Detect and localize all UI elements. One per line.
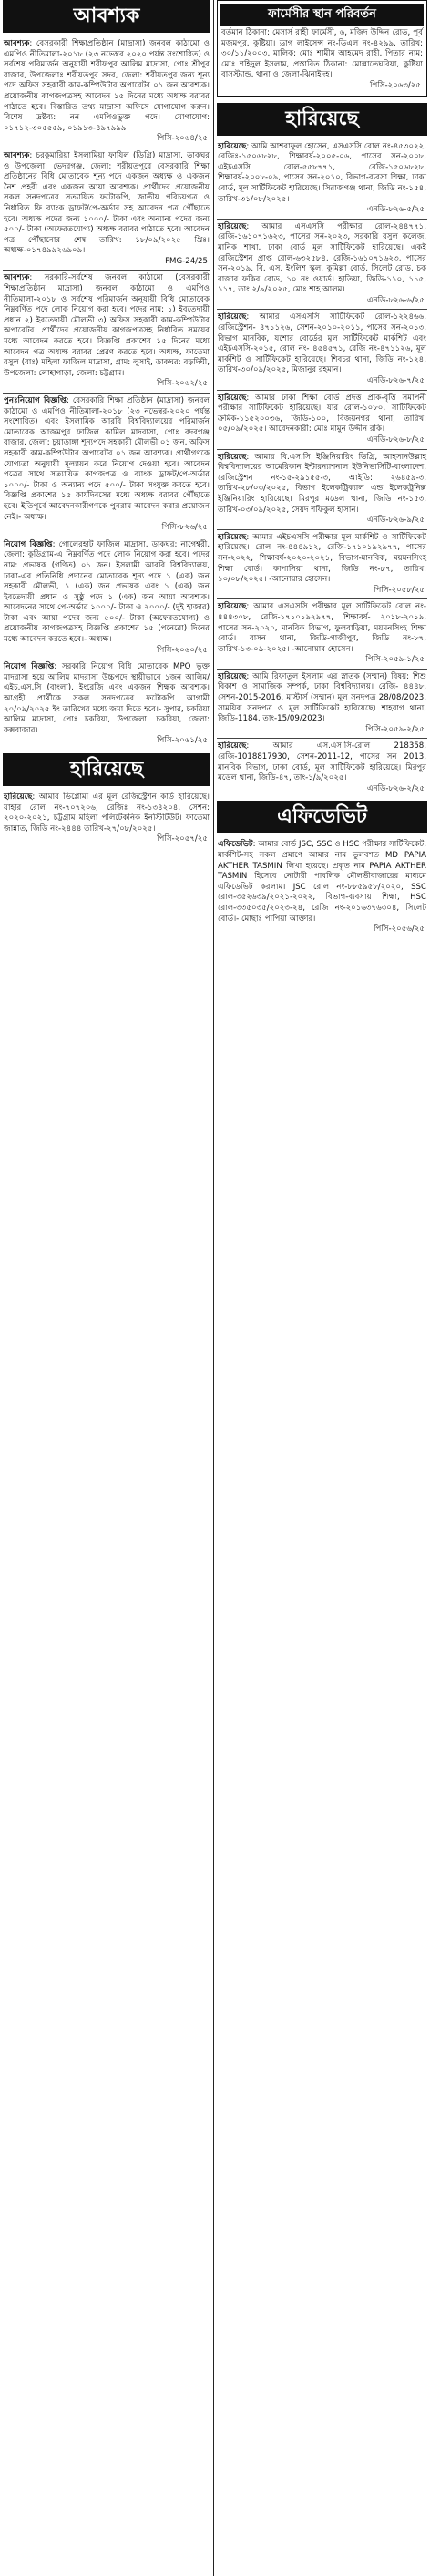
ad-reference: পিসি-২০৫৬/২৫ (374, 925, 425, 935)
ad-lead: আবশ্যক (4, 150, 30, 160)
classified-ad (217, 602, 427, 670)
ad-lead: আবশ্যক (4, 39, 30, 48)
classified-ad (3, 273, 210, 394)
classified-ad (217, 840, 427, 935)
ad-lead: হারিয়েছে (218, 312, 247, 322)
lost-ads-list-left (3, 792, 210, 845)
ad-text: : গোলেরহাট ফাজিল মাদ্রাসা, ডাকঘর: নাগেশ্বরী, জেলা: কুড়িগ্রাম-এ নিম্নবর্ণিত পদে লোক নিয়োগ করা হবে। পদের নাম: প্রভাষক (গণিত) ০১ জন। ইসলামী আরবি বিশ্ববিদ্যালয়, ঢাকা-এর প্রতিনিধি প্রদানের মোতাবেক শূন্য পদে ১ (এক) জন সহকারী মৌলভী, ১ (এক) জন প্রভাষক এবং ১ (এক) জন ইবতেদায়ী প্রধান ও সুষ্ঠু পদে ১ (এক) জন আয়া আবশ্যক। আবেদনের সাথে পে-অর্ডার ১০০০/- টাকা ও ২০০০/- (দুই হাজার) টাকা এবং আয়া পদের জন্য ৫০০/- টাকা (অফেরতযোগ্য) ও প্রয়োজনীয় কাগজপত্রসহ বিজ্ঞপ্তি প্রকাশের ১৫ (পনেরো) দিনের মধ্যে আবেদন করতে হবে।- অধ্যক্ষ। (4, 539, 212, 645)
lost-ads-list-right (217, 142, 427, 795)
affidavit-ads-list (217, 840, 427, 935)
ad-body (3, 540, 210, 646)
classified-ad (3, 662, 210, 747)
classified-ad (217, 142, 427, 220)
ad-body (3, 396, 210, 523)
classified-ad (217, 453, 427, 530)
ad-separator (217, 309, 427, 310)
classified-ad (217, 741, 427, 794)
ad-body (217, 142, 427, 206)
ad-reference: পিসি-২০৬১/২৫ (157, 736, 208, 746)
classified-ad (217, 312, 427, 390)
classified-ad (217, 394, 427, 450)
ad-separator (217, 449, 427, 450)
ad-body (217, 312, 427, 376)
ad-separator (217, 598, 427, 599)
pharmacy-relocation-title: ফার্মেসীর স্থান পরিবর্তন (220, 4, 424, 26)
ad-body (217, 672, 427, 725)
ad-body (3, 39, 210, 134)
ad-text: : চরকুমারিয়া ইসলামিয়া ফাযিল (ডিগ্রি) মাদ্রাসা, ডাকঘর ও উপজেলা: ভেদরগঞ্জ, জেলা: শরীয়তপুরে বেসরকারি শিক্ষা প্রতিষ্ঠানের বিধি মোতাবেক শূন্য পদে একজন অধ্যক্ষ ও একজন নৈশ প্রহরী এবং একজন আয়া আবশ্যক। প্রার্থীদের প্রয়োজনীয় সকল সনদপত্রের সত্যায়িত ফটোকপি, জাতীয় পরিচয়পত্র ও নির্ধারিত ফি ব্যাংক ড্রাফট/পে-অর্ডার সহ আবেদন পত্র পৌঁছাতে হবে। অধ্যক্ষ পদের জন্য ১০০০/- টাকা এবং অন্যান্য পদের জন্য ৫০০/- টাকা (অফেরতযোগ্য) অধ্যক্ষ বরাবর পাঠাতে হবে। আবেদন পত্র পৌঁছানোর শেষ তারিখ: ১৮/০৯/২০২৫ খ্রিঃ। অধ্যক্ষ-০১৭৪৯৯২৬৯০৯। (4, 150, 212, 256)
ad-reference: পিসি-২০৫৭/২৫ (157, 834, 208, 844)
ad-text: : আমার ঢাকা শিক্ষা বোর্ড প্রদত্ত প্রাক-বৃত্তি সমাপনী পরীক্ষার সার্টিফিকেট হারিয়েছে। যার রোল-১০৮০, সার্টিফিকেট ক্রমিক-১১৫২০০৩৬, জিডি-১০০, বিজয়নগর থানা, তারিখ: ০৫/০৯/২০২৫। আবেদনকারী: মোঃ মামুন উদ্দীন রকি। (218, 393, 429, 434)
ad-body (217, 453, 427, 516)
ad-text: : আমার এসএসসি পরীক্ষার মূল সার্টিফিকেট রোল নং- ৪৪৪৩০৮, রেজি-১৭১০১৯২৯৭৭, শিক্ষাবর্ষ- ২০১৮-২০১৯, পাসের সন-২০২০, মানবিক বিভাগ, ফুলবাড়িয়া, ময়মনসিংহ শিক্ষা বোর্ড। বাসন থানা, জিডি-গাজীপুর, জিডি নং-৮৭, তারিখ-১৩-০৯-২০২৫। -আনোয়ার হোসেন। (218, 602, 429, 654)
ad-body (3, 792, 210, 834)
ad-text: : আমি রিফাতুল ইসলাম এর স্নাতক (সম্মান) বিষয়: শিশু বিকাশ ও সামাজিক সম্পর্ক, ঢাকা বিশ্ববিদ্যালয়। রেজি- ৪৪৪৮, সেশন-2015-2016, মাস্টার্স (সম্মান) মূল সনদপত্র 28/08/2023, সাময়িক সনদপত্র ও মূল সার্টিফিকেট হারিয়েছে। শাহবাগ থানা, জিডি-1184, তাং-15/09/2023। (218, 671, 429, 724)
classified-ad (217, 533, 427, 600)
ad-text: : আমার বি.এস.সি ইঞ্জিনিয়ারিং ডিগ্রি, আহসানউল্লাহ বিশ্ববিদ্যালয়ের আমেরিকান ইন্টারন্যাশনাল ইউনিভার্সিটি-বাংলাদেশ, রেজিস্ট্রেশন নং-১৫-২৯১৫৫-৩, আইডি: ২৬৪৫৯-৩, তারিখ-২৮/০৩/২০২৫, বিভাগ ইলেকট্রিক্যাল এন্ড ইলেকট্রনিক্স ইঞ্জিনিয়ারিং হারিয়েছে। মিরপুর মডেল থানা, জিডি নং-১৫৩, তারিখ-০৩/০৯/২০২৫, সৈয়দ শফিকুল হাসান। (218, 452, 429, 515)
ad-separator (217, 529, 427, 530)
ad-lead: হারিয়েছে (4, 792, 33, 802)
section-header-wanted: আবশ্যক (3, 0, 210, 33)
section-header-lost-right: হারিয়েছে (217, 103, 427, 136)
ad-text: : বেসরকারী শিক্ষাপ্রতিষ্ঠান (মাদ্রাসা) জনবল কাঠামো ও এমপিও নীতিমালা-২০১৮ (২৩ নভেম্বর ২০২০ পর্যন্ত সংশোধিত) ও সর্বশেষ পরিমার্জন অনুযায়ী শরীফপুর আলিম মাদ্রাসা, পোঃ শ্রীপুর বাজার, উপজেলাঃ শরীয়তপুর সদর, জেলা: শরীয়তপুর জন্য শূন্য পদে অফিস সহকারী কাম-কম্পিউটার অপারেটর ০১ জন আবশ্যক। প্রয়োজনীয় কাগজপত্রসহ আবেদন ১৫ দিনের মধ্যে অধ্যক্ষ বরাবর পাঠাতে হবে। বিস্তারিত তথ্য মাদ্রাসা অফিসে যোগাযোগ করুন। বিশেষ দ্রষ্টব্য: নন এমপিওভুক্ত পদে। যোগাযোগ: ০১৭১২-৩০৫৫৫৯, ০১৯১৩-৪৯৭৯৯৯। (4, 39, 212, 133)
ad-reference: পিসি-২০৬২/২৫ (157, 379, 208, 389)
classified-ad (217, 222, 427, 311)
ad-text: : আমার এসএসসি পরীক্ষার রোল-২৪৪৭৭১, রেজি-১৬১০৭১৬২৩, পাসের সন-২০২৩, সরকারি রসুল কলেজ, মানিক শাখা, ঢাকা বোর্ড মূল সার্টিফিকেট হারিয়েছে। একই রেজিস্ট্রেশন প্রাপ্ত রোল-৬৩২৫৮৪, রেজি-১৬১০৭১৬২৩, পাসের সন-২০১৯, বি. এস. ইংলিশ স্কুল, কুমিল্লা বোর্ড, সিলেট রোড, চক বাজার ফকির রোড, ১০ নং ওয়ার্ড। হাতিয়া, জিডি-১১০, ১১৫, ১১৭, তাং ২/৯/২০২৫, মোঃ শাহ আলম। (218, 221, 429, 295)
ad-body (217, 741, 427, 783)
ad-text: : আমার বোর্ড JSC, SSC ও HSC পরীক্ষার সার্টিফিকেট, মার্কশিট-সহ সকল প্রমাণে আমার নাম ভুলবশত MD PAPIA AKTHER TASMIN লিখা হয়েছে। প্রকৃত নাম PAPIA AKTHER TASMIN হিসেবে নোটারী পাবলিক মৌলভীবাজারের মাধ্যমে এফিডেভিট করলাম। JSC রোল নং-৮৮৫৯৫৮/২০২০, SSC রোল-৩৫২৬৩৯/২০২১-২০২২, বিভাগ-ব্যবসায় শিক্ষা, HSC রোল-৩৩৫০৩৫/২০২৩-২৪, রেজি নং-২০১৬৩৭৬৩০৪, সিলেট বোর্ড।- মোছাঃ পাপিয়া আক্তার। (218, 840, 429, 924)
ad-body (3, 662, 210, 736)
ad-separator (3, 393, 210, 394)
ad-reference: এনডি-৮২৬-৫/২৫ (366, 205, 425, 215)
ad-reference: পিসি-২০৬৪/২৫ (157, 134, 208, 144)
ad-lead: হারিয়েছে (218, 452, 247, 462)
ad-lead: নিয়োগ বিজ্ঞপ্তি (4, 539, 53, 549)
section-header-lost-left: হারিয়েছে (3, 753, 210, 786)
ad-lead: হারিয়েছে (218, 602, 247, 612)
ad-separator (217, 738, 427, 739)
ad-body (217, 222, 427, 296)
ad-reference: এনডি-৮২৬-৮/২৫ (366, 435, 425, 445)
classified-ad (217, 672, 427, 740)
ad-reference: FMG-24/25 (165, 256, 208, 266)
classified-ad (3, 39, 210, 148)
ad-lead: নিয়োগ বিজ্ঞপ্তি (4, 662, 55, 672)
ad-separator (3, 270, 210, 271)
ad-reference: পিসি-২০৫৯-১/২৫ (365, 655, 425, 665)
ad-text: : সরকারি নিয়োগ বিধি মোতাবেক MPO ভুক্ত মাদরাসা হয়ে আলিম মাদরাসা উচ্চপদে স্থায়ীভাবে ১জন আলিম/ এইচ.এস.সি (বাংলা), ইংরেজি এবং একজন শিক্ষক আবশ্যক। আগ্রহী প্রার্থীকে সকল সনদপত্রের ফটোকপি আগামী ২০/০৯/২০২৫ ইং তারিখের মধ্যে জমা দিতে হবে।- সুপার, চকরিয়া আলিম মাদ্রাসা, পোঃ চকরিয়া, উপজেলা: চকরিয়া, জেলা: কক্সবাজার। (4, 662, 212, 735)
ad-body (3, 151, 210, 257)
column-divider (213, 0, 214, 2576)
ad-separator (217, 669, 427, 670)
classified-ad (3, 540, 210, 660)
ad-text: : আমার এসএসসি সার্টিফিকেট রোল-১২২৪৬৬, রেজিস্ট্রেশন- ৪৭১১২৬, সেশন-২০১০-২০১১, পাসের সন-২০১৩, বিভাগ মানবিক, যশোর বোর্ডের মূল সার্টিফিকেট মার্কশিট এবং এইচএসসি-২০১৫, রোল নং- ৪৫৪৫৭১, রেজি নং-৪৭১১২৬, মূল মার্কশিট ও সার্টিফিকেট হারিয়েছে। শিবচর থানা, জিডি নং-১২৪, তারিখ-৩০/০৯/২০২৫, মিজানুর রহমান। (218, 312, 429, 375)
classified-ad (3, 792, 210, 845)
ad-reference: পিসি-২০৫৮/২৫ (374, 585, 425, 595)
ad-lead: হারিয়েছে (218, 393, 247, 403)
ad-body (217, 602, 427, 655)
ad-lead: আবশ্যক (4, 273, 30, 283)
ad-lead: হারিয়েছে (218, 141, 247, 151)
ad-reference: পিসি-২০৬০/২৫ (157, 645, 208, 655)
ad-text: : আমি আশরাফুল হোসেন, এসএসসি রোল নং-৪৫৩০২২, রেজিঃ-১৫০৬৮২৮, শিক্ষাবর্ষ-২০০৫-০৬, পাসের সন-২০০৮, এইচএসসি রোল-৫৫৮৭৭১, রেজি-১৫০৬৮২৮, শিক্ষাবর্ষ-২০০৮-০৯, পাসের সন-২০১০, বিভাগ-ব্যবসা শিক্ষা, ঢাকা বোর্ড, মূল সার্টিফিকেট হারিয়েছে। সিরাজগঞ্জ থানা, জিডি নং-১৫৪, তারিখ-৩১/০৮/২০২৫। (218, 141, 429, 204)
ad-body (217, 394, 427, 435)
wanted-ads-list (3, 39, 210, 747)
pharmacy-relocation-box (217, 0, 427, 97)
ad-text: : সরকারি-সর্বশেষ জনবল কাঠামো (বেসরকারী শিক্ষাপ্রতিষ্ঠান মাদ্রাসা) জনবল কাঠামো ও এমপিও নীতিমালা-২০১৮ ও সর্বশেষ পরিমার্জন অনুযায়ী বিধি মোতাবেক নিম্নবর্ণিত পদে লোক নিয়োগ করা হবে। পদের নাম: ১) ইবতেদায়ী প্রধান ২) ইবতেদায়ী মৌলভী ৩) অফিস সহকারী কাম-কম্পিউটার অপারেটর। প্রার্থীদের প্রয়োজনীয় কাগজপত্রসহ নির্ধারিত সময়ের মধ্যে আবেদন করতে হবে। বিজ্ঞপ্তি প্রকাশের ১৫ দিনের মধ্যে আবেদন পত্র অধ্যক্ষ বরাবর প্রেরণ করতে হবে। অধ্যক্ষ, ফাতেমা রসুল (রাঃ) মহিলা ফাজিল মাদ্রাসা, গ্রাম: লুসাই, ডাকঘর: বড়দিঘী, উপজেলা: লোহাগাড়া, জেলা: চট্টগ্রাম। (4, 273, 212, 378)
ad-body (217, 533, 427, 586)
ad-body (3, 273, 210, 379)
ad-separator (217, 390, 427, 391)
ad-reference: এনডি-৮২৬-৭/২৫ (366, 376, 425, 386)
pharmacy-relocation-text: বর্তমান ঠিকানা: মেসার্স রাহী ফার্মেসী, ৬, মজিদ উদ্দিন রোড, পূর্ব মজমপুর, কুষ্টিয়া। ড্রাগ লাইসেন্স নং-ডিএল নং-৪২৯৯, তারিখ: ৩০/১১/২০০৩, মালিক: মোঃ শামীম আহমেদ রাহী, পিতার নাম: মোঃ শহিদুল ইসলাম, প্রস্তাবিত ঠিকানা: মোল্লাতেঘরিয়া, কুষ্টিয়া বাসস্ট্যান্ড, থানা ও জেলা-ঝিনাইদহ। (221, 28, 425, 80)
classified-ad (3, 151, 210, 271)
ad-reference: পিসি-২০৫৯-২/২৫ (365, 724, 425, 734)
classified-ad (3, 396, 210, 537)
ad-lead: হারিয়েছে (218, 671, 247, 681)
ad-lead: হারিয়েছে (218, 532, 247, 542)
section-header-affidavit: এফিডেভিট (217, 801, 427, 833)
ad-reference: এনডি-৮২৬-৯/২৫ (366, 516, 425, 526)
ad-lead: হারিয়েছে (218, 221, 247, 231)
ad-reference: পিসি-৮২৬/২৫ (161, 523, 208, 533)
ad-text: : আমার এস.এস.সি-রোল 218358, রেজি-1018817930, সেশন-2011-12, পাসের সন 2013, মানবিক বিভাগ, ঢাকা বোর্ড, মূল সার্টিফিকেট হারিয়েছে। মিরপুর মডেল থানা, জিডি-৪৭, তাং-১/৯/২০২৫। (218, 741, 429, 783)
pharmacy-relocation-ref: পিসি-২০৬৩/২৫ (370, 80, 421, 90)
ad-text: : আমার এইচএসসি পরীক্ষার মূল মার্কশিট ও সার্টিফিকেট হারিয়েছে। রোল নং-৪৪৪৯১২, রেজি-১৭১০১৯২৯৭৭, পাসের সন-২০২২, শিক্ষাবর্ষ-২০২০-২০২১, বিভাগ-মানবিক, ময়মনসিংহ শিক্ষা বোর্ড। কাপাসিয়া থানা, জিডি নং-৮৭, তারিখ: ১০/০৮/২০২৫। -আনোয়ার হোসেন। (218, 532, 429, 585)
ad-lead: এফিডেভিট (218, 840, 253, 850)
left-column (3, 0, 210, 2576)
ad-lead: পুনঃনিয়োগ বিজ্ঞপ্তি (4, 396, 67, 405)
ad-reference: এনডি-৮২৬-৬/২৫ (366, 295, 425, 305)
ad-lead: হারিয়েছে (218, 741, 247, 751)
right-column (217, 0, 427, 2576)
ad-separator (217, 219, 427, 220)
ad-text: : আমার ডিপ্লোমা এর মূল রেজিস্ট্রেশন কার্ড হারিয়েছে। যাহার রোল নং-৭০৭২০৬, রেজিঃ নং-১৩৪২০৪, সেশন: ২০২০-২০২১, চট্টগ্রাম মহিলা পলিটেকনিক ইনস্টিটিউট। ফাতেমা জান্নাত, জিডি নং-২৪৪৪ তারিখ-২৭/০৮/২০২৫। (4, 792, 212, 833)
ad-text: : বেসরকারি শিক্ষা প্রতিষ্ঠান (মাদ্রাসা) জনবল কাঠামো ও এমপিও নীতিমালা-২০১৮ (২৩ নভেম্বর-২০২০ পর্যন্ত সংশোধিত) এবং ইসলামিক আরবি বিশ্ববিদ্যালয়ের পরিমার্জন মোতাবেক আজমপুর ফাজিল কামিল মাদরাসা, পোঃ বদরগঞ্জ বাজার, জেলা: চুয়াডাঙ্গা শূন্যপদে সহকারী মৌলভী ০১ জন, অফিস সহকারী কাম-কম্পিউটার অপারেটর ০১ জন আবশ্যক। প্রার্থীগণকে যোগ্যতা অনুযায়ী মূল্যায়ন করে নিয়োগ দেওয়া হবে। আবেদন পত্রের সাথে সত্যায়িত কাগজপত্র ও ব্যাংক ড্রাফট/পে-অর্ডার ১০০০/- টাকা ও অন্যান্য পদে ৫০০/- টাকা সংযুক্ত করতে হবে। বিজ্ঞপ্তি প্রকাশের ১৫ কার্যদিবসের মধ্যে অধ্যক্ষ বরাবর পৌঁছাতে হবে। ইতিপূর্বে আবেদনকারীগণকে পুনরায় আবেদন করার প্রয়োজন নেই।- অধ্যক্ষ। (4, 396, 212, 522)
ad-reference: এনডি-৮২৬-২/২৫ (366, 783, 425, 793)
ad-body (217, 840, 427, 925)
